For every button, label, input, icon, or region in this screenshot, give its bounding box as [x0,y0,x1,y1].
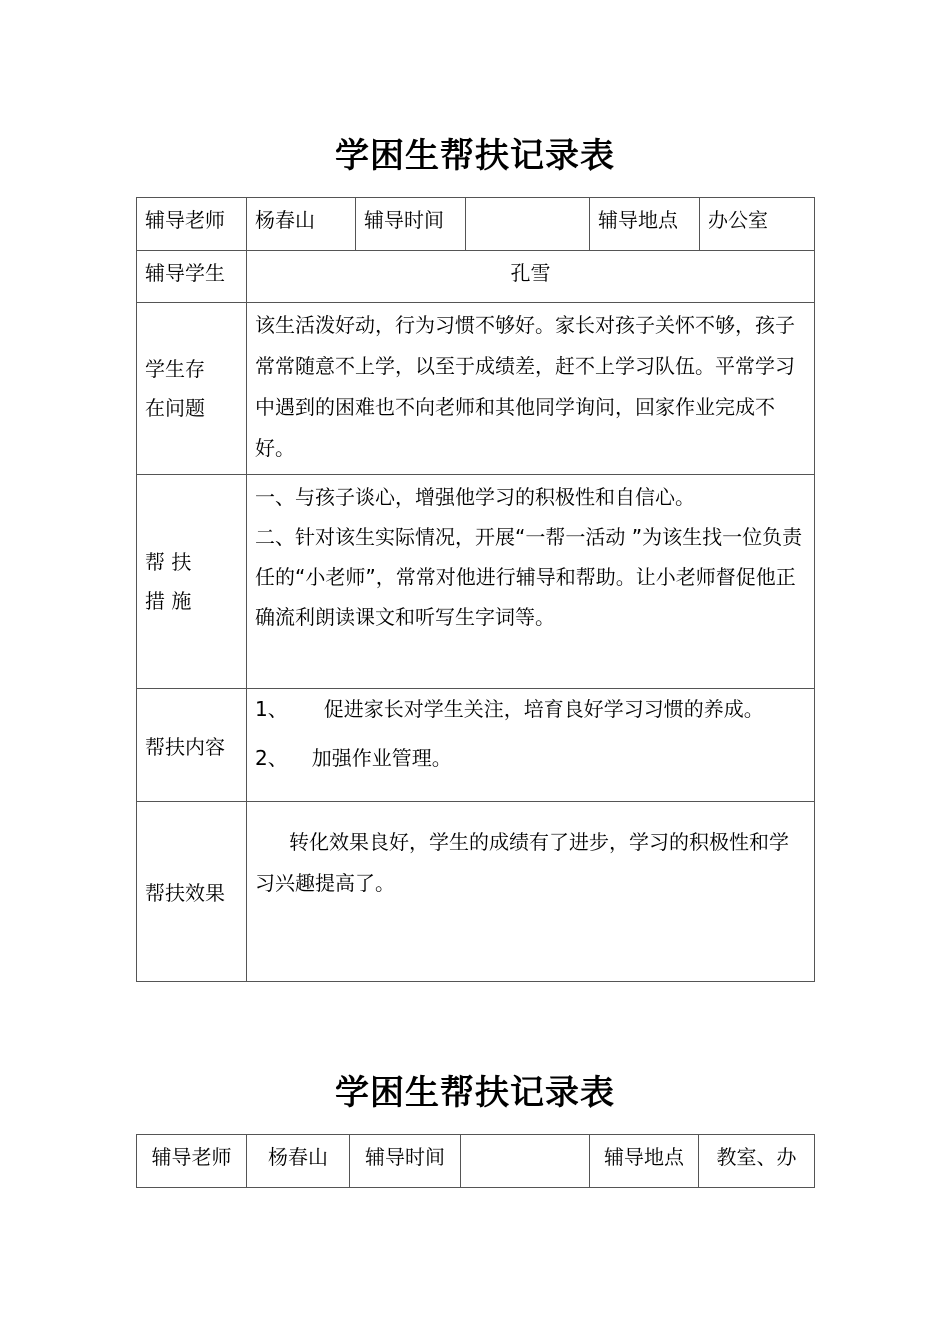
content-cell [247,689,815,802]
place-label: 辅导地点 [590,198,700,251]
teacher-label: 辅导老师 [137,1135,247,1188]
problem-label-line: 学生存 [145,356,205,381]
record-table [136,1134,815,1188]
content-item [255,693,806,725]
place-value: 教室、办 [699,1135,815,1188]
problem-label [137,303,247,475]
student-label: 辅导学生 [137,251,247,303]
record-table [136,197,815,982]
measure-item: 一、与孩子谈心，增强他学习的积极性和自信心。 [255,485,695,509]
record-title: 学困生帮扶记录表 [335,136,615,176]
measures-label-line: 措 施 [145,588,192,613]
place-label: 辅导地点 [590,1135,699,1188]
effect-cell [247,802,815,982]
time-label: 辅导时间 [356,198,466,251]
effect-label: 帮扶效果 [137,802,247,982]
content-item-number: 1、 [255,697,288,721]
problem-cell [247,303,815,475]
teacher-value: 杨春山 [247,198,356,251]
problem-label-line: 在问题 [145,395,205,420]
place-value: 办公室 [700,198,815,251]
content-label: 帮扶内容 [137,689,247,802]
content-item [255,742,806,774]
record-title: 学困生帮扶记录表 [335,1073,615,1113]
measure-item: 二、针对该生实际情况，开展“一帮一活动 ”为该生找一位负责任的“小老师”，常常对他进行辅导和帮助。让小老师督促他正确流利朗读课文和听写生字词等。 [255,525,803,629]
measures-label [137,475,247,689]
time-value [466,198,590,251]
student-value: 孔雪 [247,251,815,303]
content-item-number: 2、 [255,746,288,770]
problem-text: 该生活泼好动，行为习惯不够好。家长对孩子关怀不够，孩子常常随意不上学，以至于成绩差，赶不上学习队伍。平常学习中遇到的困难也不向老师和其他同学询问，回家作业完成不好。 [255,313,795,460]
teacher-label: 辅导老师 [137,198,247,251]
time-value [461,1135,590,1188]
effect-text: 转化效果良好，学生的成绩有了进步，学习的积极性和学习兴趣提高了。 [255,830,789,895]
content-item-text: 促进家长对学生关注，培育良好学习习惯的养成。 [323,697,764,721]
measures-cell [247,475,815,689]
teacher-value: 杨春山 [247,1135,350,1188]
time-label: 辅导时间 [350,1135,461,1188]
content-item-text: 加强作业管理。 [311,746,452,770]
measures-label-line: 帮 扶 [145,549,192,574]
